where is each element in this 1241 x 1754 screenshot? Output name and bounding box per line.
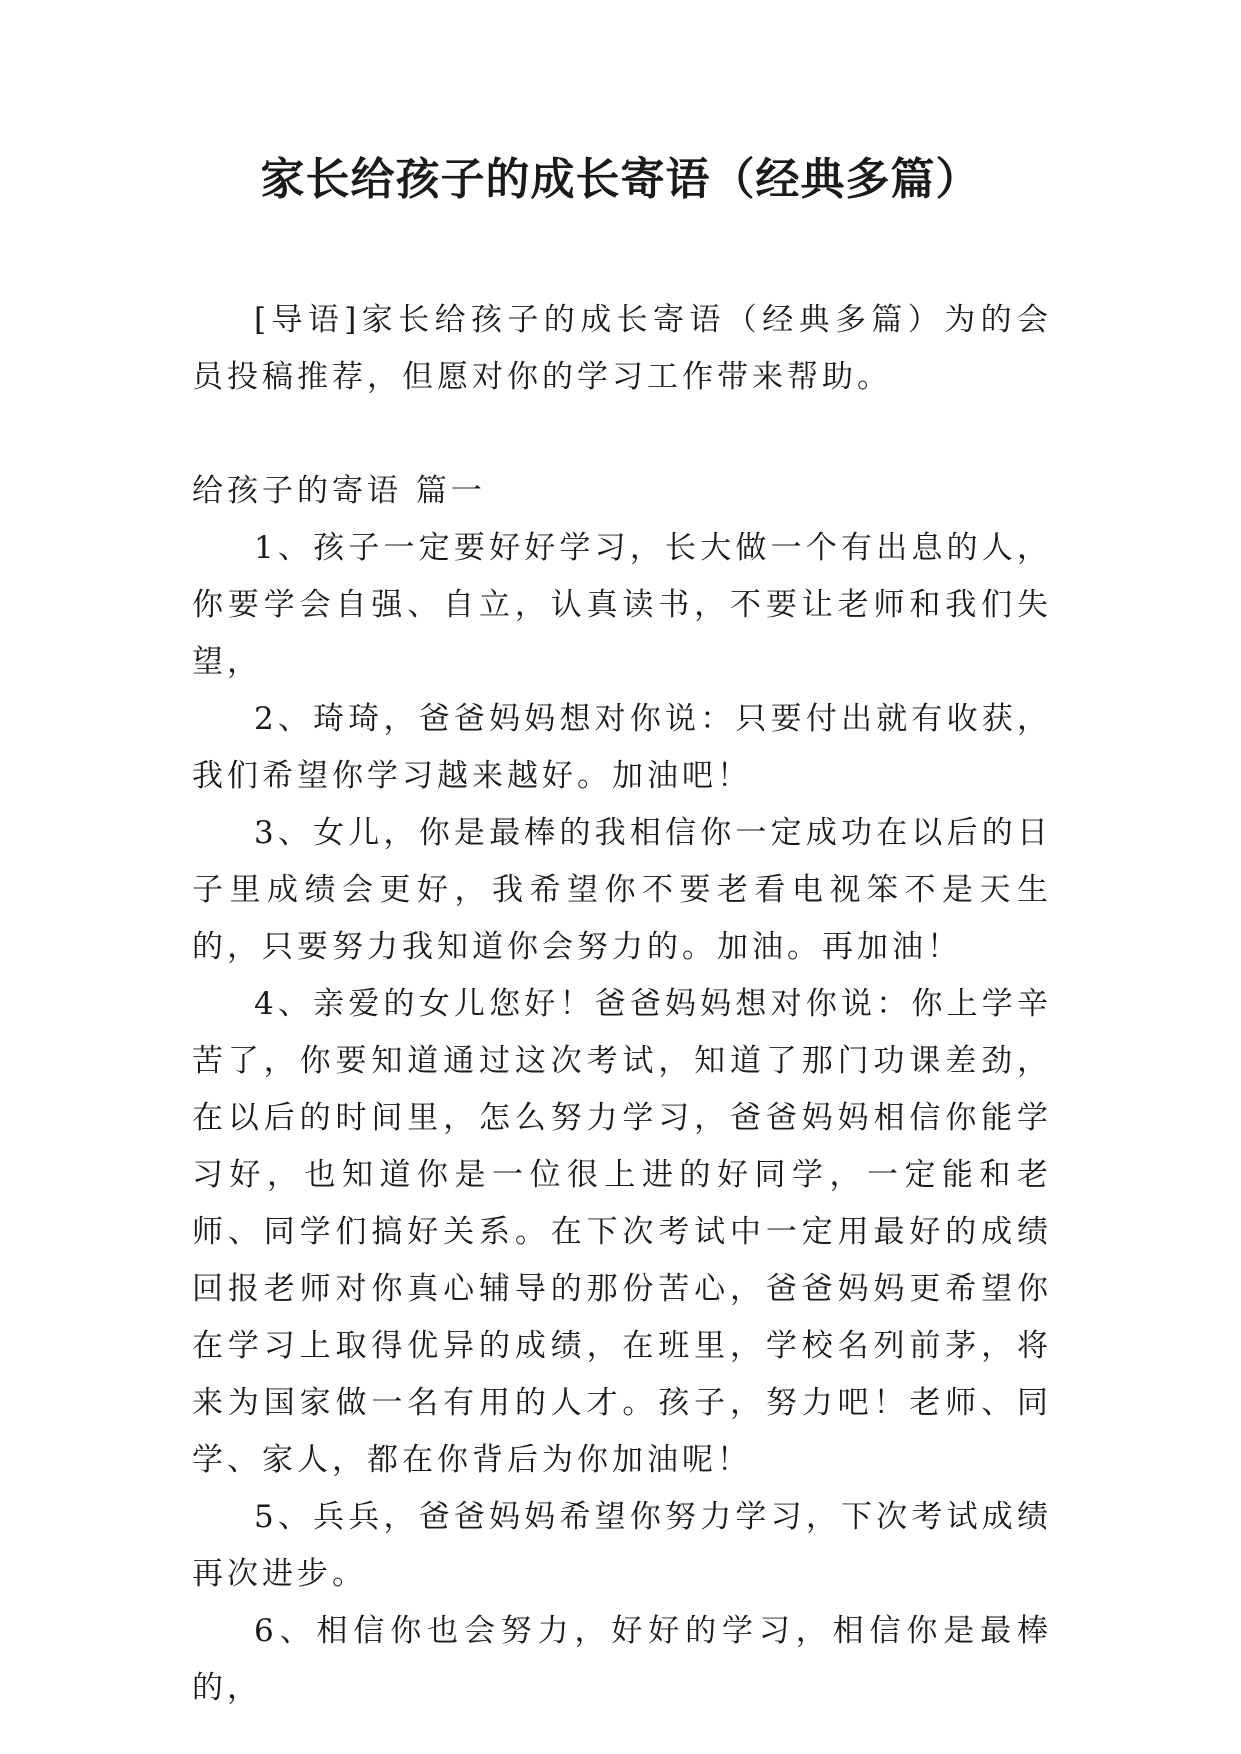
list-item: 6、相信你也会努力，好好的学习，相信你是最棒的， <box>192 1613 1052 1706</box>
intro-paragraph: [导语]家长给孩子的成长寄语（经典多篇）为的会员投稿推荐，但愿对你的学习工作带来帮助。 <box>192 302 1052 395</box>
list-item: 3、女儿，你是最棒的我相信你一定成功在以后的日子里成绩会更好，我希望你不要老看电视笨不是天生的，只要努力我知道你会努力的。加油。再加油！ <box>192 815 1052 965</box>
list-item: 5、兵兵，爸爸妈妈希望你努力学习，下次考试成绩再次进步。 <box>192 1499 1052 1592</box>
document-body <box>192 292 1052 1717</box>
list-item: 4、亲爱的女儿您好！爸爸妈妈想对你说：你上学辛苦了，你要知道通过这次考试，知道了那门功课差劲，在以后的时间里，怎么努力学习，爸爸妈妈相信你能学习好，也知道你是一位很上进的好同学，一定能和老师、同学们搞好关系。在下次考试中一定用最好的成绩回报老师对你真心辅导的那份苦心，爸爸妈妈更希望你在学习上取得优异的成绩，在班里，学校名列前茅，将来为国家做一名有用的人才。孩子，努力吧！老师、同学、家人，都在你背后为你加油呢！ <box>192 986 1052 1478</box>
section-heading: 给孩子的寄语 篇一 <box>192 473 486 509</box>
document-title: 家长给孩子的成长寄语（经典多篇） <box>260 154 981 205</box>
list-item: 2、琦琦，爸爸妈妈想对你说：只要付出就有收获，我们希望你学习越来越好。加油吧！ <box>192 701 1052 794</box>
list-item: 1、孩子一定要好好学习，长大做一个有出息的人，你要学会自强、自立，认真读书，不要让老师和我们失望， <box>192 530 1052 680</box>
